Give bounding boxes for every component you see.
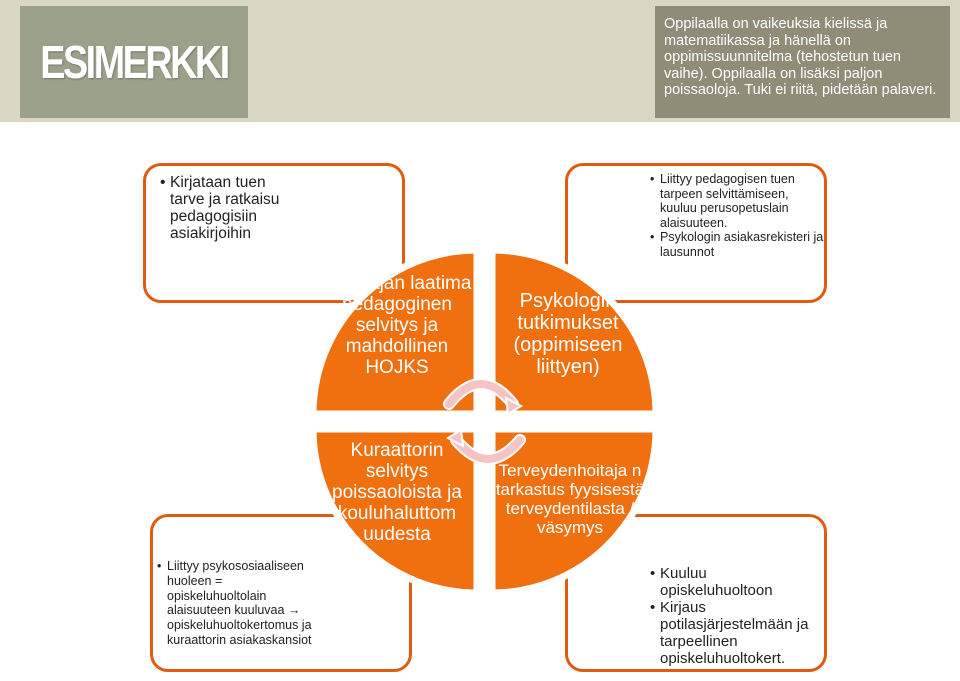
callout-bullet: • Liittyy pedagogisen tuen tarpeen selvittämiseen, kuuluu perusopetuslain alaisuuteen. [650, 172, 826, 230]
callout-bullet: • Liittyy psykososiaaliseen huoleen = opiskeluhuoltolain alaisuuteen kuuluvaa → opiskeluhuoltokertomus ja kuraattorin asiakaskansiot [157, 559, 315, 648]
quadrant-bottom-left-label: Kuraattorin selvitys poissaoloista ja kouluhaluttom uudesta [332, 440, 462, 545]
callout-bullet: • Kirjataan tuen tarve ja ratkaisu pedagogisiin asiakirjoihin [160, 174, 300, 242]
page-title: ESIMERKKI [40, 36, 228, 88]
quadrant-top-left-label: Opettajan laatima pedagoginen selvitys ja mahdollinen HOJKS [322, 273, 472, 378]
callout-bullet: • Kirjaus potilasjärjestelmään ja tarpeellinen opiskeluhuoltokert. [650, 599, 820, 667]
callout-bullet: • Psykologin asiakasrekisteri ja lausunnot [650, 230, 826, 259]
callout-bullet: • Kuuluu opiskeluhuoltoon [650, 565, 820, 599]
quadrant-top-right-label: Psykologin tutkimukset (oppimiseen liittyen) [513, 290, 623, 378]
scenario-note: Oppilaalla on vaikeuksia kielissä ja matematiikassa ja hänellä on oppimissuunnitelma (tehostetun tuen vaihe). Oppilaalla on lisäksi paljon poissaoloja. Tuki ei riitä, pidetään palaveri. [664, 16, 937, 98]
quadrant-bottom-right-label: Terveydenhoitaja n tarkastus fyysisestä terveydentilasta / väsymys [495, 461, 645, 537]
